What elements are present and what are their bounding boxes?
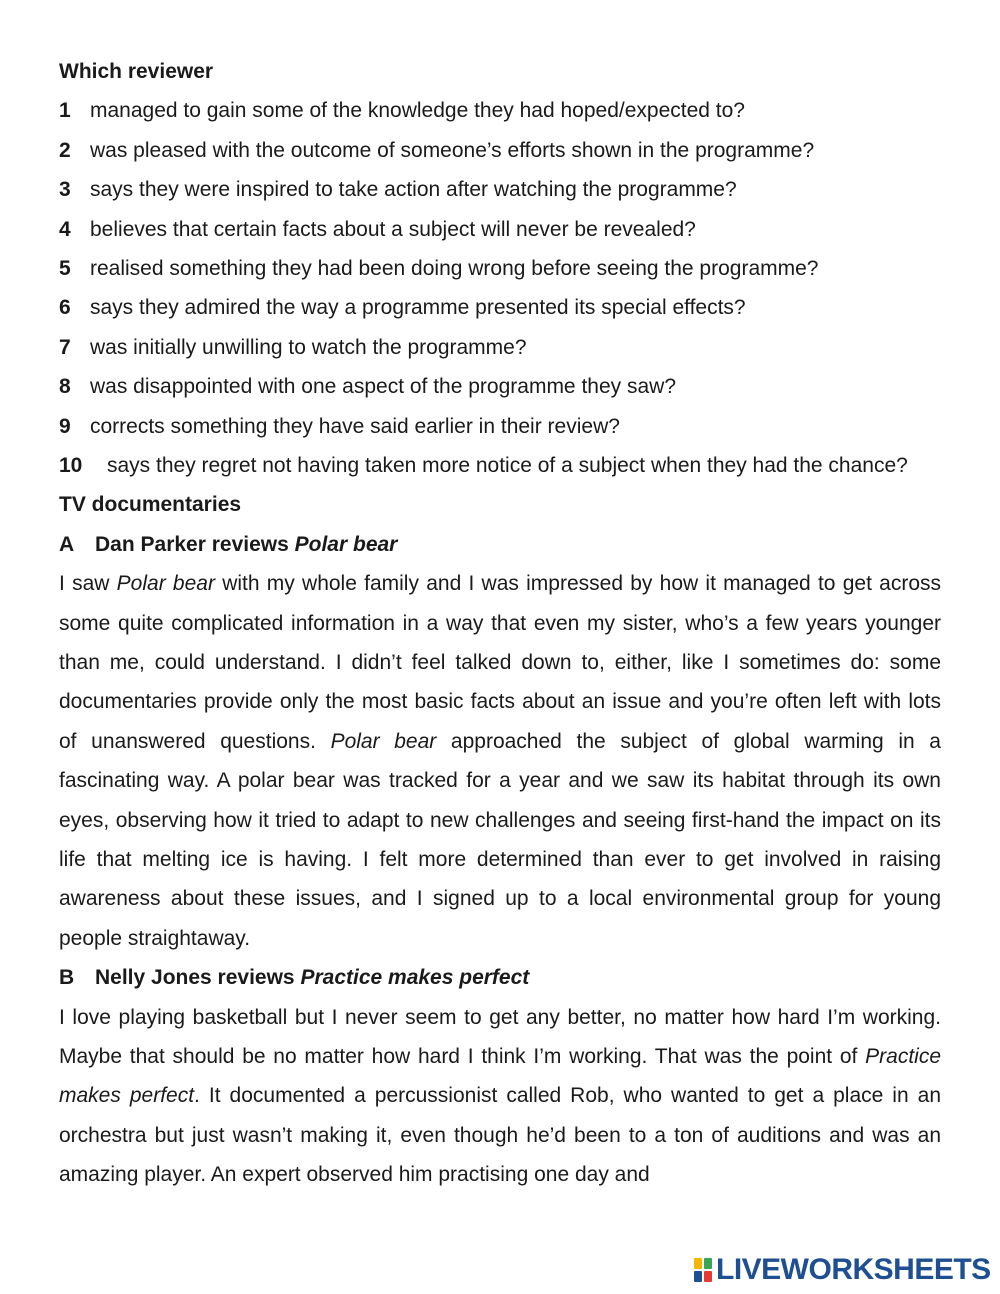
question-item-6	[59, 288, 941, 327]
question-number: 5	[59, 256, 71, 280]
questions-heading: Which reviewer	[59, 60, 214, 83]
text-run: . It documented a percussionist called Rob, who wanted to get a place in an orchestra but just wasn’t making it, even though he’d been to a ton of auditions and was an amazing player. An expert observed him practising one day and	[59, 1084, 941, 1187]
question-item-1	[59, 91, 941, 130]
question-text: managed to gain some of the knowledge they had hoped/expected to?	[90, 99, 745, 123]
text-run: I love playing basketball but I never seem to get any better, no matter how hard I’m working. Maybe that should be no matter how hard I think I’m working. That was the point of	[59, 1005, 941, 1068]
question-number: 7	[59, 335, 71, 359]
question-text: was disappointed with one aspect of the programme they saw?	[90, 375, 677, 399]
question-number: 3	[59, 178, 71, 202]
review-b-text	[59, 998, 941, 1195]
logo-square	[694, 1271, 702, 1282]
question-text: says they admired the way a programme presented its special effects?	[90, 296, 746, 320]
question-text: corrects something they have said earlier in their review?	[90, 414, 620, 438]
review-letter: A	[59, 532, 75, 556]
question-number: 6	[59, 296, 71, 320]
logo-grid-icon	[694, 1258, 712, 1282]
review-a-heading	[59, 525, 941, 564]
logo-square	[694, 1258, 702, 1269]
text-run: I saw	[59, 572, 110, 596]
question-item-8	[59, 367, 941, 406]
text-run-italic: Practice makes perfect	[59, 1044, 941, 1108]
question-text: realised something they had been doing wrong before seeing the programme?	[90, 256, 819, 280]
question-item-4	[59, 210, 941, 249]
text-run: with my whole family and I was impressed by how it managed to get across some quite complicated information in a way that even my sister, who’s a few years younger than me, could understand. I didn’t feel talked down to, either, like I sometimes do: some documentaries provide only the most basic facts about an issue and you’re often left with lots of unanswered questions.	[59, 572, 941, 753]
worksheet-page	[59, 52, 941, 1195]
question-text: believes that certain facts about a subject will never be revealed?	[90, 217, 696, 241]
text-run-italic: Polar bear	[330, 729, 437, 753]
programme-title: Polar bear	[294, 532, 398, 556]
review-letter: B	[59, 966, 75, 990]
question-text: says they were inspired to take action after watching the programme?	[90, 178, 737, 202]
logo-square	[704, 1258, 712, 1269]
question-item-5	[59, 249, 941, 288]
question-number: 1	[59, 99, 71, 123]
question-item-7	[59, 328, 941, 367]
reviewer-name: Dan Parker reviews	[95, 532, 289, 556]
question-item-9	[59, 407, 941, 446]
section-title: TV documentaries	[59, 493, 242, 517]
question-number: 4	[59, 217, 71, 241]
liveworksheets-logo[interactable]	[694, 1253, 991, 1287]
question-number: 9	[59, 414, 71, 438]
question-item-2	[59, 131, 941, 170]
review-a-text	[59, 564, 941, 958]
question-number: 10	[59, 453, 83, 477]
review-b-heading	[59, 958, 941, 997]
question-number: 2	[59, 138, 71, 162]
logo-text: LIVEWORKSHEETS	[716, 1253, 991, 1286]
question-item-3	[59, 170, 941, 209]
question-text: says they regret not having taken more notice of a subject when they had the chance?	[107, 453, 908, 477]
question-text: was pleased with the outcome of someone’s efforts shown in the programme?	[90, 138, 815, 162]
text-run: approached the subject of global warming in a fascinating way. A polar bear was tracked for a year and we saw its habitat through its own eyes, observing how it tried to adapt to new challenges and seeing first-hand the impact on its life that melting ice is having. I felt more determined than ever to get involved in raising awareness about these issues, and I signed up to a local environmental group for young people straightaway.	[59, 729, 941, 950]
question-number: 8	[59, 375, 71, 399]
text-run-italic: Polar bear	[116, 572, 215, 596]
question-list	[59, 91, 941, 446]
question-item-10	[59, 446, 941, 485]
question-text: was initially unwilling to watch the programme?	[90, 335, 527, 359]
programme-title: Practice makes perfect	[300, 966, 530, 990]
reviewer-name: Nelly Jones reviews	[95, 966, 295, 990]
logo-square	[704, 1271, 712, 1282]
